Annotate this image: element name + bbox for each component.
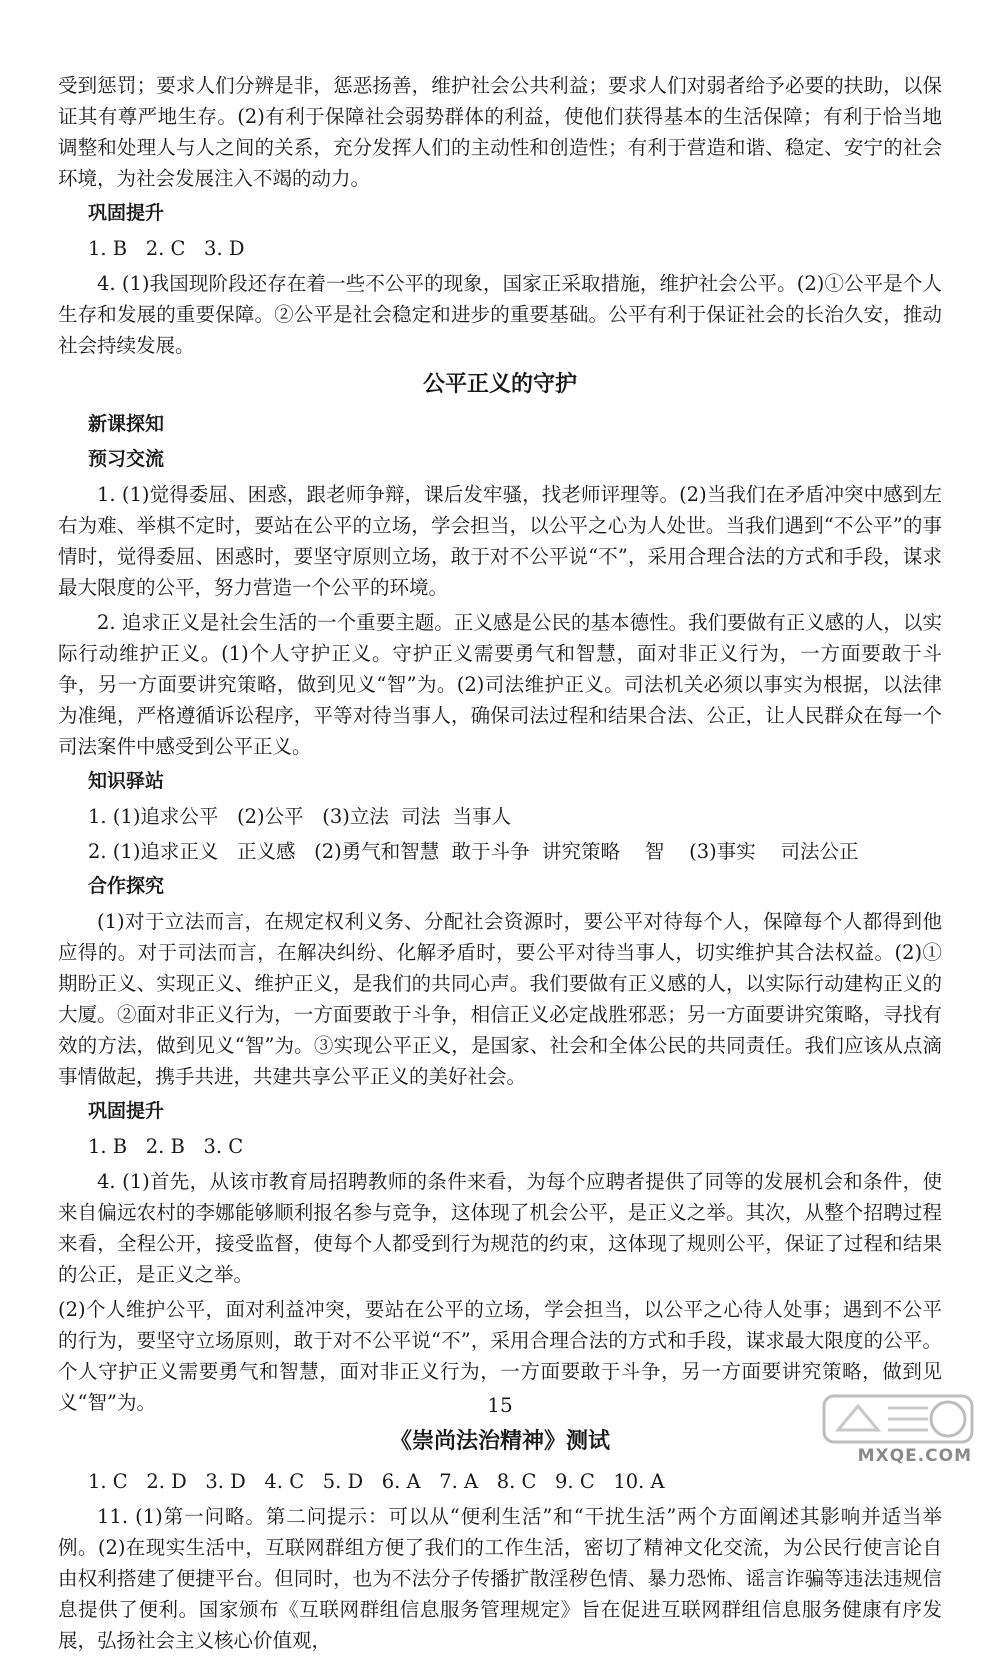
answer-paragraph: 1. (1)觉得委屈、困惑，跟老师争辩，课后发牢骚，找老师评理等。(2)当我们在矛盾冲突中感到左右为难、举棋不定时，要站在公平的立场，学会担当，以公平之心为人处世。当我们遇到“不公平”的事情时，觉得委屈、困惑时，要坚守原则立场，敢于对不公平说“不”，采用合理合法的方式和手段，谋求最大限度的公平，努力营造一个公平的环境。 [58,483,942,599]
answer-key-line: 1. C 2. D 3. D 4. C 5. D 6. A 7. A 8. C 9. C 10. A [88,1470,665,1493]
answer-key-line: 1. B 2. B 3. C [88,1135,244,1158]
answer-paragraph: 受到惩罚；要求人们分辨是非，惩恶扬善，维护社会公共利益；要求人们对弱者给予必要的扶助，以保证其有尊严地生存。(2)有利于保障社会弱势群体的利益，使他们获得基本的生活保障；有利于恰当地调整和处理人与人之间的关系，充分发挥人们的主动性和创造性；有利于营造和谐、稳定、安宁的社会环境，为社会发展注入不竭的动力。 [58,74,942,190]
answer-paragraph: (2)个人维护公平，面对利益冲突，要站在公平的立场，学会担当，以公平之心待人处事；遇到不公平的行为，要坚守立场原则，敢于对不公平说“不”，采用合理合法的方式和手段，谋求最大限度的公平。个人守护正义需要勇气和智慧，面对非正义行为，一方面要敢于斗争，另一方面要讲究策略，做到见义“智”为。 [58,1298,942,1414]
section-subheading: 新课探知 [88,413,165,435]
section-subheading: 预习交流 [88,448,165,470]
page-number: 15 [487,1393,513,1417]
section-subheading: 巩固提升 [88,1100,165,1122]
answer-paragraph: 2. 追求正义是社会生活的一个重要主题。正义感是公民的基本德性。我们要做有正义感的人，以实际行动维护正义。(1)个人守护正义。守护正义需要勇气和智慧，面对非正义行为，一方面要敢于斗争，另一方面要讲究策略，做到见义“智”为。(2)司法维护正义。司法机关必须以事实为根据，以法律为准绳，严格遵循诉讼程序，平等对待当事人，确保司法过程和结果合法、公正，让人民群众在每一个司法案件中感受到公平正义。 [58,611,942,758]
watermark-logo-icon [818,1390,978,1450]
answer-key-line: 2. (1)追求正义 正义感 (2)勇气和智慧 敢于斗争 讲究策略 智 (3)事实 司法公正 [88,840,859,863]
answer-paragraph: 11. (1)第一问略。第二问提示：可以从“便利生活”和“干扰生活”两个方面阐述其影响并适当举例。(2)在现实生活中，互联网群组方便了我们的工作生活，密切了精神文化交流，为公民行使言论自由权利搭建了便捷平台。但同时，也为不法分子传播扩散淫秽色情、暴力恐怖、谣言诈骗等违法违规信息提供了便利。国家颁布《互联网群组信息服务管理规定》旨在促进互联网群组信息服务健康有序发展，弘扬社会主义核心价值观， [58,1505,942,1652]
answer-key-line: 1. B 2. C 3. D [88,237,245,260]
answer-paragraph: 4. (1)我国现阶段还存在着一些不公平的现象，国家正采取措施，维护社会公平。(2)①公平是个人生存和发展的重要保障。②公平是社会稳定和进步的重要基础。公平有利于保证社会的长治久安，推动社会持续发展。 [58,272,942,357]
answer-paragraph: (1)对于立法而言，在规定权利义务、分配社会资源时，要公平对待每个人，保障每个人都得到他应得的。对于司法而言，在解决纠纷、化解矛盾时，要公平对待当事人，切实维护其合法权益。(2)①期盼正义、实现正义、维护正义，是我们的共同心声。我们要做有正义感的人，以实际行动建构正义的大厦。②面对非正义行为，一方面要敢于斗争，相信正义必定战胜邪恶；另一方面要讲究策略，寻找有效的方法，做到见义“智”为。③实现公平正义，是国家、社会和全体公民的共同责任。我们应该从点滴事情做起，携手共进，共建共享公平正义的美好社会。 [58,910,942,1088]
page-content [58,70,942,1656]
watermark-logo [818,1390,978,1468]
section-subheading: 巩固提升 [88,202,165,224]
watermark-url: MXQE.COM [857,1446,972,1466]
section-title: 《崇尚法治精神》测试 [389,1429,610,1454]
answer-paragraph: 4. (1)首先，从该市教育局招聘教师的条件来看，为每个应聘者提供了同等的发展机会和条件，使来自偏远农村的李娜能够顺利报名参与竞争，这体现了机会公平，是正义之举。其次，从整个招聘过程来看，全程公开，接受监督，使每个人都受到行为规范的约束，这体现了规则公平，保证了过程和结果的公正，是正义之举。 [58,1170,942,1286]
answer-key-line: 1. (1)追求公平 (2)公平 (3)立法 司法 当事人 [88,805,512,828]
section-title: 公平正义的守护 [422,372,577,397]
section-subheading: 合作探究 [88,875,165,897]
section-subheading: 知识驿站 [88,770,165,792]
